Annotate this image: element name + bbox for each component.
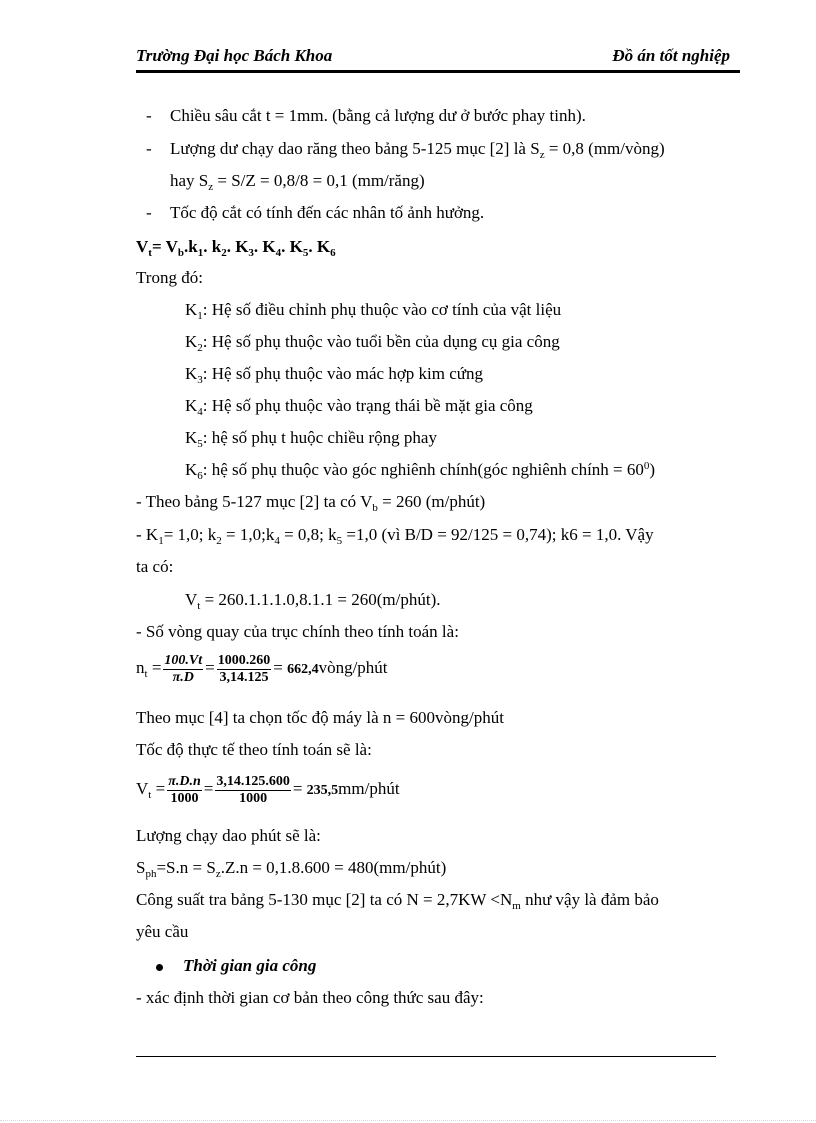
vt-formula: $V_t$ = $\frac{\pi.D.n}{1000}$ = $\frac{3,14.125.600}{1000}$ = 235,5mm/phút [136, 773, 400, 806]
actual-intro: Tốc độ thực tế theo tính toán sẽ là: [136, 740, 372, 759]
power-line: Công suất tra bảng 5-130 mục [2] ta có $N = 2,7KW <N_m$ như vậy là đảm bảo [136, 890, 659, 912]
dash-3: - [146, 203, 152, 222]
item-speed: Tốc độ cắt có tính đến các nhân tố ảnh hưởng. [170, 203, 485, 222]
feed-min-intro: Lượng chạy dao phút sẽ là: [136, 826, 321, 845]
factor-k4: $K_4$: Hệ số phụ thuộc vào trạng thái bề mặt gia công [185, 396, 533, 418]
power-line-cont: yêu cầu [136, 922, 189, 941]
factor-k6: $K_6$: hệ số phụ thuộc vào góc nghiênh chính(góc nghiênh chính = $60^0$) [185, 460, 656, 482]
sph-line: $S_{ph}=S.n = S_z.Z.n = 0,1.8.600$ = 480(mm/phút) [136, 858, 447, 880]
nt-fraction-1: $\frac{100.Vt}{\pi.D}$ [164, 652, 203, 685]
vt-fraction-1: $\frac{\pi.D.n}{1000}$ [168, 773, 201, 806]
item-depth: Chiều sâu cắt t = 1mm. (bằng cả lượng dư ở bước phay tinh). [170, 106, 586, 125]
factor-k1: $K_1$: Hệ số điều chỉnh phụ thuộc vào cơ tính của vật liệu [185, 300, 562, 322]
bullet-title: Thời gian gia công [183, 956, 317, 975]
factor-k2: $K_2$: Hệ số phụ thuộc vào tuổi bền của dụng cụ gia công [185, 332, 560, 354]
trong-do: Trong đó: [136, 268, 203, 287]
factor-k5: $K_5$: hệ số phụ t huộc chiều rộng phay [185, 428, 437, 450]
rpm-intro: - Số vòng quay của trục chính theo tính toán là: [136, 622, 459, 641]
bullet-icon [156, 964, 163, 971]
vt-calculation: $V_t = 260.1.1.1.0,8.1.1$ = 260(m/phút). [185, 590, 441, 612]
chosen-speed: Theo mục [4] ta chọn tốc độ máy là n = 600vòng/phút [136, 708, 504, 727]
dash-2: - [146, 139, 152, 158]
page-edge [0, 1120, 816, 1121]
vb-line: - Theo bảng 5-127 mục [2] ta có $V_b = 260$ (m/phút) [136, 492, 486, 514]
formula-vt: $V_t= V_b.k_1$. $k_2$. $K_3$. $K_4$. $K_5$. $K_6$ [136, 237, 336, 259]
nt-formula: $n_t$ = $\frac{100.Vt}{\pi.D}$ = $\frac{1000.260}{3,14.125}$ = 662,4vòng/phút [136, 652, 388, 685]
item-feed-cont: hay $S_z = S/Z = 0,8/8 = 0,1$ (mm/răng) [170, 171, 425, 193]
item-feed: Lượng dư chạy dao răng theo bảng 5-125 mục [2] là $S_z = 0,8$ (mm/vòng) [170, 139, 665, 161]
header-school: Trường Đại học Bách Khoa [136, 46, 333, 65]
factor-k3: $K_3$: Hệ số phụ thuộc vào mác hợp kim cứng [185, 364, 484, 386]
vt-fraction-2: $\frac{3,14.125.600}{1000}$ [216, 773, 290, 806]
ta-co: ta có: [136, 557, 174, 576]
last-line: - xác định thời gian cơ bản theo công thức sau đây: [136, 988, 484, 1007]
dash-1: - [146, 106, 152, 125]
nt-fraction-2: $\frac{1000.260}{3,14.125}$ [217, 652, 271, 685]
bullet-item [156, 956, 316, 976]
k-values-line: - $K_1= 1,0$; $k_2$ = $1,0;k_4 = 0,8$; $k_5 =1,0$ (vì B/D = 92/125 = 0,74); k6 = 1,0. Vậy [136, 525, 654, 547]
header-title: Đồ án tốt nghiệp [612, 46, 730, 65]
page-header [136, 44, 740, 72]
footer-rule [136, 1056, 716, 1057]
